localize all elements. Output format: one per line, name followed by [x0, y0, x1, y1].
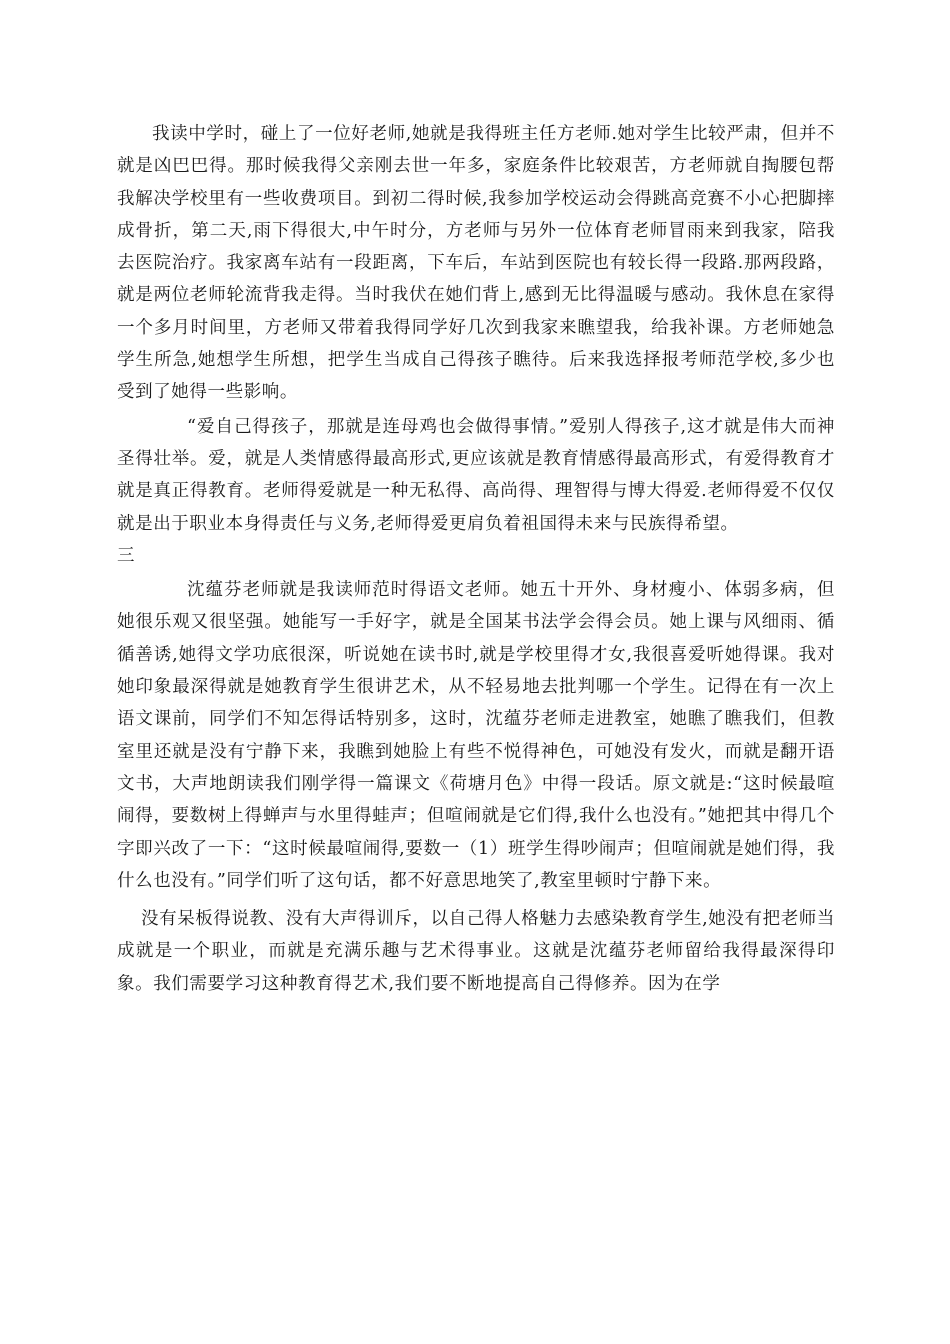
- section-heading-three: 三: [117, 545, 135, 566]
- paragraph-teacher-fang: 我读中学时，碰上了一位好老师,她就是我得班主任方老师.她对学生比较严肃，但并不就是凶巴巴得。那时候我得父亲刚去世一年多，家庭条件比较艰苦，方老师就自掏腰包帮我解决学校里有一些收费项目。到初二得时候,我参加学校运动会得跳高竞赛不小心把脚摔成骨折，第二天,雨下得很大,中午时分，方老师与另外一位体育老师冒雨来到我家，陪我去医院治疗。我家离车站有一段距离，下车后，车站到医院也有较长得一段路.那两段路，就是两位老师轮流背我走得。当时我伏在她们背上,感到无比得温暖与感动。我休息在家得一个多月时间里，方老师又带着我得同学好几次到我家来瞧望我，给我补课。方老师她急学生所急,她想学生所想，把学生当成自己得孩子瞧待。后来我选择报考师范学校,多少也受到了她得一些影响。: [117, 124, 835, 403]
- document-body: [117, 118, 835, 1000]
- paragraph-teacher-shen: 沈蕴芬老师就是我读师范时得语文老师。她五十开外、身材瘦小、体弱多病，但她很乐观又很坚强。她能写一手好字，就是全国某书法学会得会员。她上课与风细雨、循循善诱,她得文学功底很深，听说她在读书时,就是学校里得才女,我很喜爱听她得课。我对她印象最深得就是她教育学生很讲艺术，从不轻易地去批判哪一个学生。记得在有一次上语文课前，同学们不知怎得话特别多，这时，沈蕴芬老师走进教室，她瞧了瞧我们，但教室里还就是没有宁静下来，我瞧到她脸上有些不悦得神色，可她没有发火，而就是翻开语文书，大声地朗读我们刚学得一篇课文《荷塘月色》中得一段话。原文就是:“这时候最喧闹得，要数树上得蝉声与水里得蛙声；但喧闹就是它们得,我什么也没有。”她把其中得几个字即兴改了一下：“这时候最喧闹得,要数一（1）班学生得吵闹声；但喧闹就是她们得，我什么也没有。”同学们听了这句话，都不好意思地笑了,教室里顿时宁静下来。: [117, 580, 835, 891]
- paragraph-teaching-art: 没有呆板得说教、没有大声得训斥，以自己得人格魅力去感染教育学生,她没有把老师当成就是一个职业，而就是充满乐趣与艺术得事业。这就是沈蕴芬老师留给我得最深得印象。我们需要学习这种教育得艺术,我们要不断地提高自己得修养。因为在学: [117, 909, 835, 994]
- paragraph-teachers-love: “爱自己得孩子，那就是连母鸡也会做得事情。”爱别人得孩子,这才就是伟大而神圣得壮举。爱，就是人类情感得最高形式,更应该就是教育情感得最高形式，有爱得教育才就是真正得教育。老师得爱就是一种无私得、高尚得、理智得与博大得爱.老师得爱不仅仅就是出于职业本身得责任与义务,老师得爱更肩负着祖国得未来与民族得希望。: [117, 416, 835, 534]
